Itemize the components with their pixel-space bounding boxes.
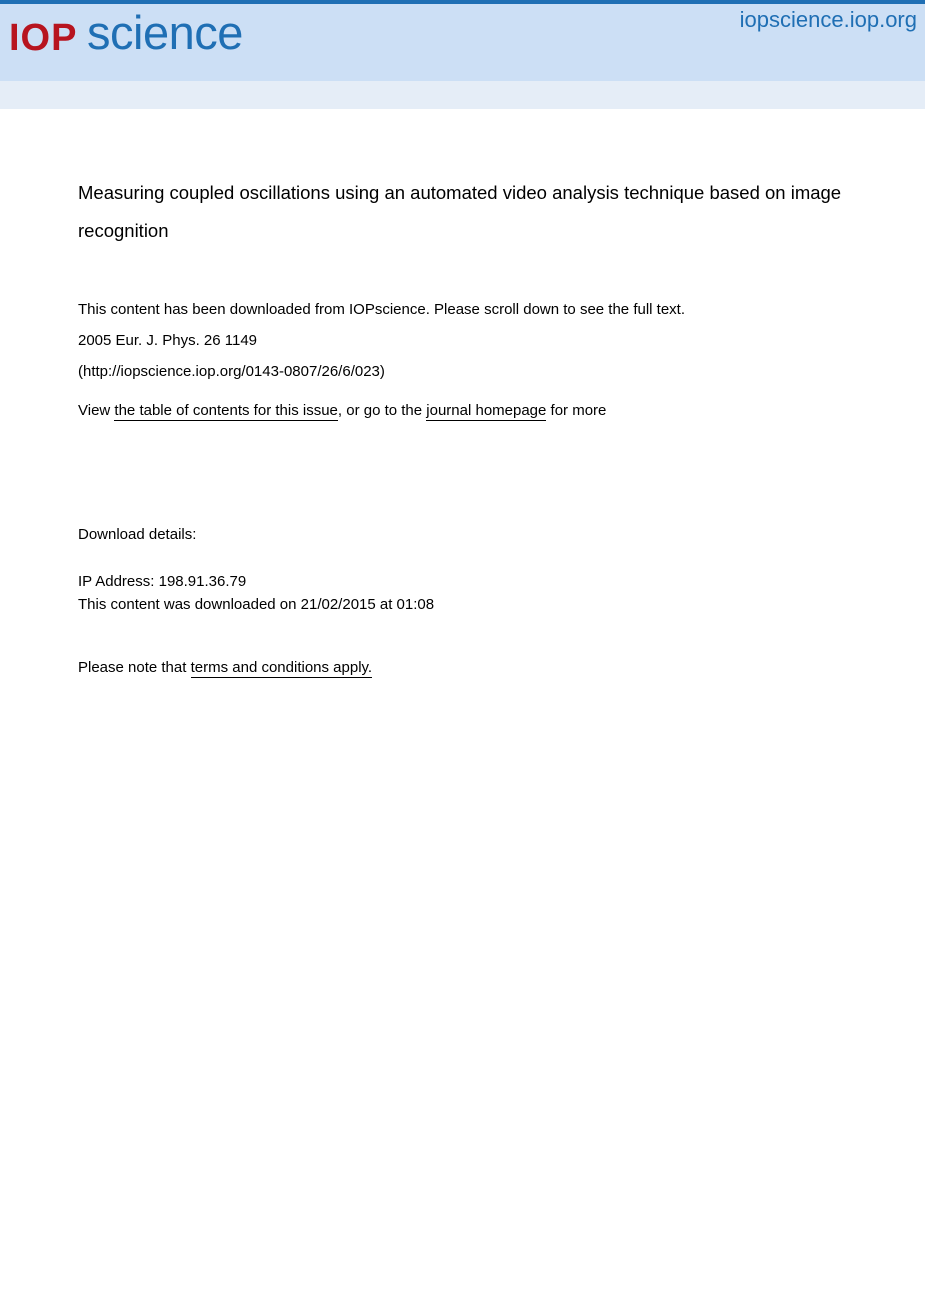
view-middle: , or go to the (337, 402, 427, 419)
downloaded-on: This content was downloaded on 21/02/2015 at 01:08 (78, 596, 435, 613)
journal-homepage-link[interactable]: journal homepage (426, 402, 547, 419)
download-details-heading: Download details: (78, 526, 197, 543)
logo-science-text: science (87, 6, 243, 59)
view-more-line (78, 401, 606, 421)
ip-address: IP Address: 198.91.36.79 (78, 573, 247, 590)
terms-prefix: Please note that (78, 659, 191, 676)
terms-line (78, 658, 372, 678)
site-url-link[interactable]: iopscience.iop.org (739, 7, 917, 32)
logo-iop-text: IOP (9, 17, 78, 59)
article-title: Measuring coupled oscillations using an automated video analysis technique based on image recognition (78, 182, 842, 241)
article-url: (http://iopscience.iop.org/0143-0807/26/6/023) (78, 363, 385, 380)
toc-link[interactable]: the table of contents for this issue (114, 402, 338, 419)
view-prefix: View (78, 402, 115, 419)
view-suffix: for more (546, 402, 607, 419)
citation: 2005 Eur. J. Phys. 26 1149 (78, 332, 258, 349)
subheader-band (0, 81, 925, 109)
terms-link[interactable]: terms and conditions apply. (190, 659, 373, 676)
download-notice: This content has been downloaded from IOPscience. Please scroll down to see the full text. (78, 301, 686, 318)
